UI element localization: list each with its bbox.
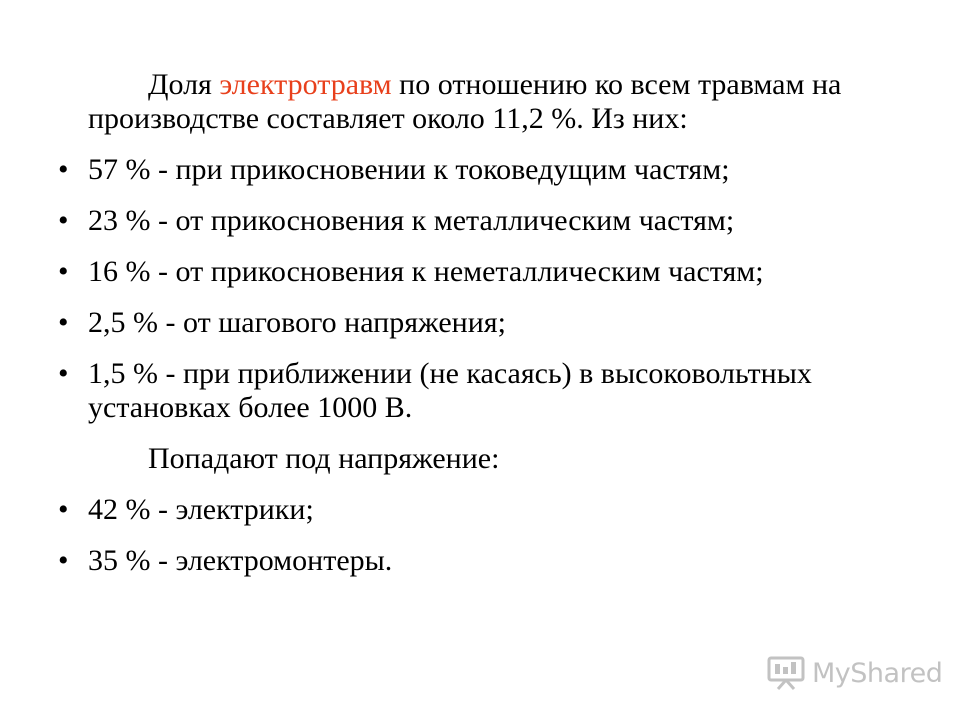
- list-item: [58, 306, 918, 340]
- bullet-icon: •: [58, 306, 69, 339]
- list-item-text: 2,5 % - от шагового напряжения;: [88, 306, 506, 339]
- intro-text-after: по отношению ко всем травмам на производстве составляет около 11,2 %. Из них:: [88, 68, 842, 135]
- list-item-text: 42 % - электрики;: [88, 493, 314, 526]
- slide-content: [58, 68, 918, 595]
- bullet-icon: •: [58, 255, 69, 288]
- list-item-text: 23 % - от прикосновения к металлическим частям;: [88, 204, 735, 237]
- intro-highlight: электротравм: [219, 68, 392, 101]
- list-item: [58, 255, 918, 289]
- list-item-text: 1,5 % - при приближении (не касаясь) в высоковольтных установках более 1000 В.: [88, 357, 812, 424]
- bullet-icon: •: [58, 357, 69, 390]
- intro-paragraph: [58, 68, 918, 136]
- bullet-icon: •: [58, 153, 69, 186]
- watermark-text: MyShared: [812, 657, 943, 689]
- list-item-text: 35 % - электромонтеры.: [88, 544, 393, 577]
- presentation-board-icon: [766, 655, 806, 691]
- list-item: [58, 153, 918, 187]
- watermark: [766, 655, 942, 691]
- bullet-icon: •: [58, 544, 69, 577]
- list-item-text: 57 % - при прикосновении к токоведущим частям;: [88, 153, 730, 186]
- list-item-text: 16 % - от прикосновения к неметаллическим частям;: [88, 255, 764, 288]
- subheading: Попадают под напряжение:: [148, 442, 500, 475]
- list-item: [58, 544, 918, 578]
- list-item: [58, 493, 918, 527]
- bullet-icon: •: [58, 204, 69, 237]
- list-item: [58, 204, 918, 238]
- intro-text-before: Доля: [148, 68, 220, 101]
- list-item: [58, 357, 918, 425]
- bullet-icon: •: [58, 493, 69, 526]
